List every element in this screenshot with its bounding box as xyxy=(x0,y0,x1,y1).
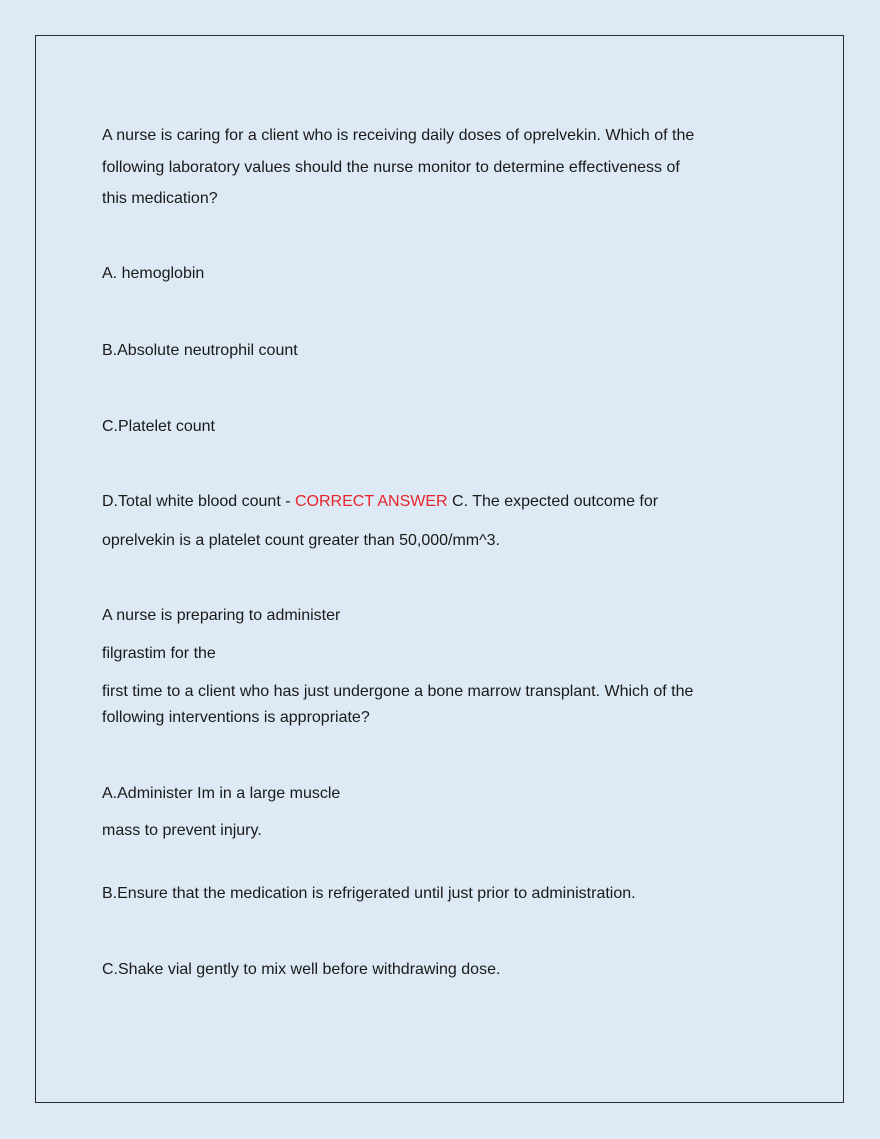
q1-option-d-line xyxy=(102,492,658,512)
q2-stem-line-2: filgrastim for the xyxy=(102,645,216,662)
q1-stem-line-2: following laboratory values should the nurse monitor to determine effectiveness of xyxy=(102,159,680,176)
q2-stem-line-3: first time to a client who has just undergone a bone marrow transplant. Which of the xyxy=(102,683,694,700)
q2-option-c: C.Shake vial gently to mix well before withdrawing dose. xyxy=(102,961,501,978)
q1-stem-line-1: A nurse is caring for a client who is receiving daily doses of oprelvekin. Which of the xyxy=(102,127,695,144)
correct-answer-label: CORRECT ANSWER xyxy=(295,493,448,510)
q1-stem-line-3: this medication? xyxy=(102,190,218,207)
q2-stem-line-1: A nurse is preparing to administer xyxy=(102,607,341,624)
q1-option-d: D.Total white blood count - xyxy=(102,493,295,510)
q2-option-b: B.Ensure that the medication is refrigerated until just prior to administration. xyxy=(102,885,636,902)
q1-rationale-end: oprelvekin is a platelet count greater than 50,000/mm^3. xyxy=(102,532,500,549)
q1-rationale-start: C. The expected outcome for xyxy=(447,493,659,510)
q2-option-a-line-2: mass to prevent injury. xyxy=(102,822,262,839)
q2-option-a-line-1: A.Administer Im in a large muscle xyxy=(102,785,341,802)
q1-option-b: B.Absolute neutrophil count xyxy=(102,342,298,359)
q1-option-a: A. hemoglobin xyxy=(102,265,205,282)
q2-stem-line-4: following interventions is appropriate? xyxy=(102,709,370,726)
q1-option-c: C.Platelet count xyxy=(102,418,215,435)
